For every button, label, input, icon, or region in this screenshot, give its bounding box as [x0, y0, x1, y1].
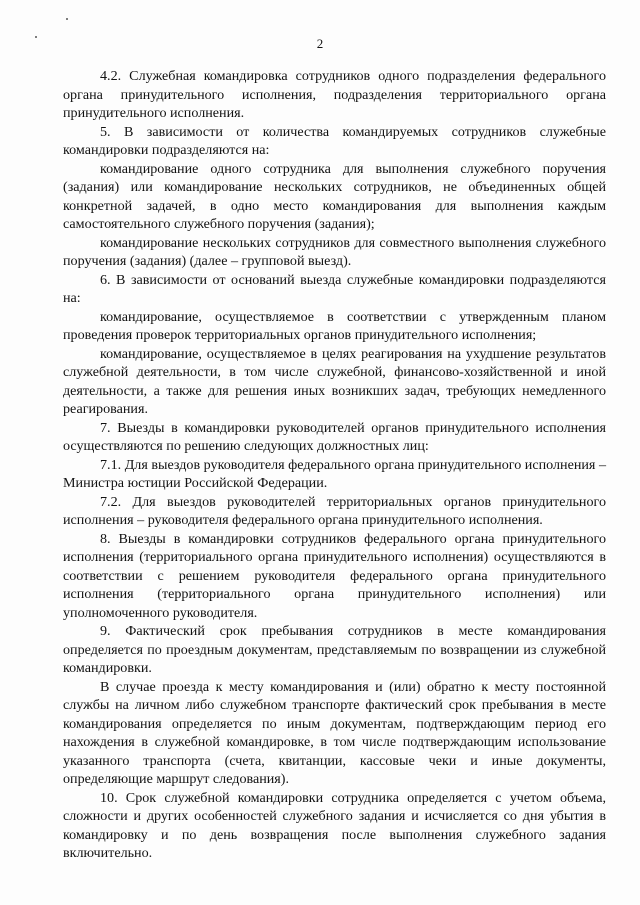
paragraph: 7. Выезды в командировки руководителей органов принудительного исполнения осуществляются по решению следующих должностных лиц: [63, 419, 606, 454]
document-body [63, 67, 606, 863]
paragraph: 8. Выезды в командировки сотрудников федерального органа принудительного исполнения (территориального органа принудительного исполнения) осуществляются в соответствии с решением руководителя федерального органа принудительного исполнения (территориального органа принудительного исполнения) или уполномоченного руководителя. [63, 530, 606, 621]
paragraph: 10. Срок служебной командировки сотрудника определяется с учетом объема, сложности и других особенностей служебного задания и исчисляется со дня убытия в командировку и по день возвращения после выполнения служебного задания включительно. [63, 789, 606, 861]
paragraph: 5. В зависимости от количества командируемых сотрудников служебные командировки подразделяются на: [63, 123, 606, 158]
paragraph: командирование нескольких сотрудников для совместного выполнения служебного поручения (задания) (далее – групповой выезд). [63, 234, 606, 269]
paragraph: 7.1. Для выездов руководителя федерального органа принудительного исполнения – Министра юстиции Российской Федерации. [63, 456, 606, 491]
paragraph: В случае проезда к месту командирования и (или) обратно к месту постоянной службы на личном либо служебном транспорте фактический срок пребывания в месте командирования определяется по иным документам, подтверждающим период его нахождения в служебной командировке, в том числе подтверждающим использование указанного транспорта (счета, квитанции, кассовые чеки и иные документы, определяющие маршрут следования). [63, 678, 606, 787]
paragraph: командирование, осуществляемое в целях реагирования на ухудшение результатов служебной деятельности, в том числе служебной, финансово-хозяйственной и иной деятельности, а также для решения иных возникших задач, требующих немедленного реагирования. [63, 345, 606, 417]
page-number: 2 [316, 36, 324, 51]
scan-speck [66, 18, 68, 20]
paragraph: командирование одного сотрудника для выполнения служебного поручения (задания) или командирование нескольких сотрудников, не объединенных общей конкретной задачей, в одно место командирования для выполнения каждым самостоятельного служебного поручения (задания); [63, 160, 606, 232]
paragraph: 6. В зависимости от оснований выезда служебные командировки подразделяются на: [63, 271, 606, 306]
paragraph: 9. Фактический срок пребывания сотрудников в месте командирования определяется по проездным документам, представляемым по возвращении из служебной командировки. [63, 623, 606, 676]
paragraph: 4.2. Служебная командировка сотрудников одного подразделения федерального органа принудительного исполнения, подразделения территориального органа принудительного исполнения. [63, 68, 606, 121]
paragraph: командирование, осуществляемое в соответствии с утвержденным планом проведения проверок территориальных органов принудительного исполнения; [63, 308, 606, 343]
paragraph: 7.2. Для выездов руководителей территориальных органов принудительного исполнения – руководителя федерального органа принудительного исполнения. [63, 493, 606, 528]
